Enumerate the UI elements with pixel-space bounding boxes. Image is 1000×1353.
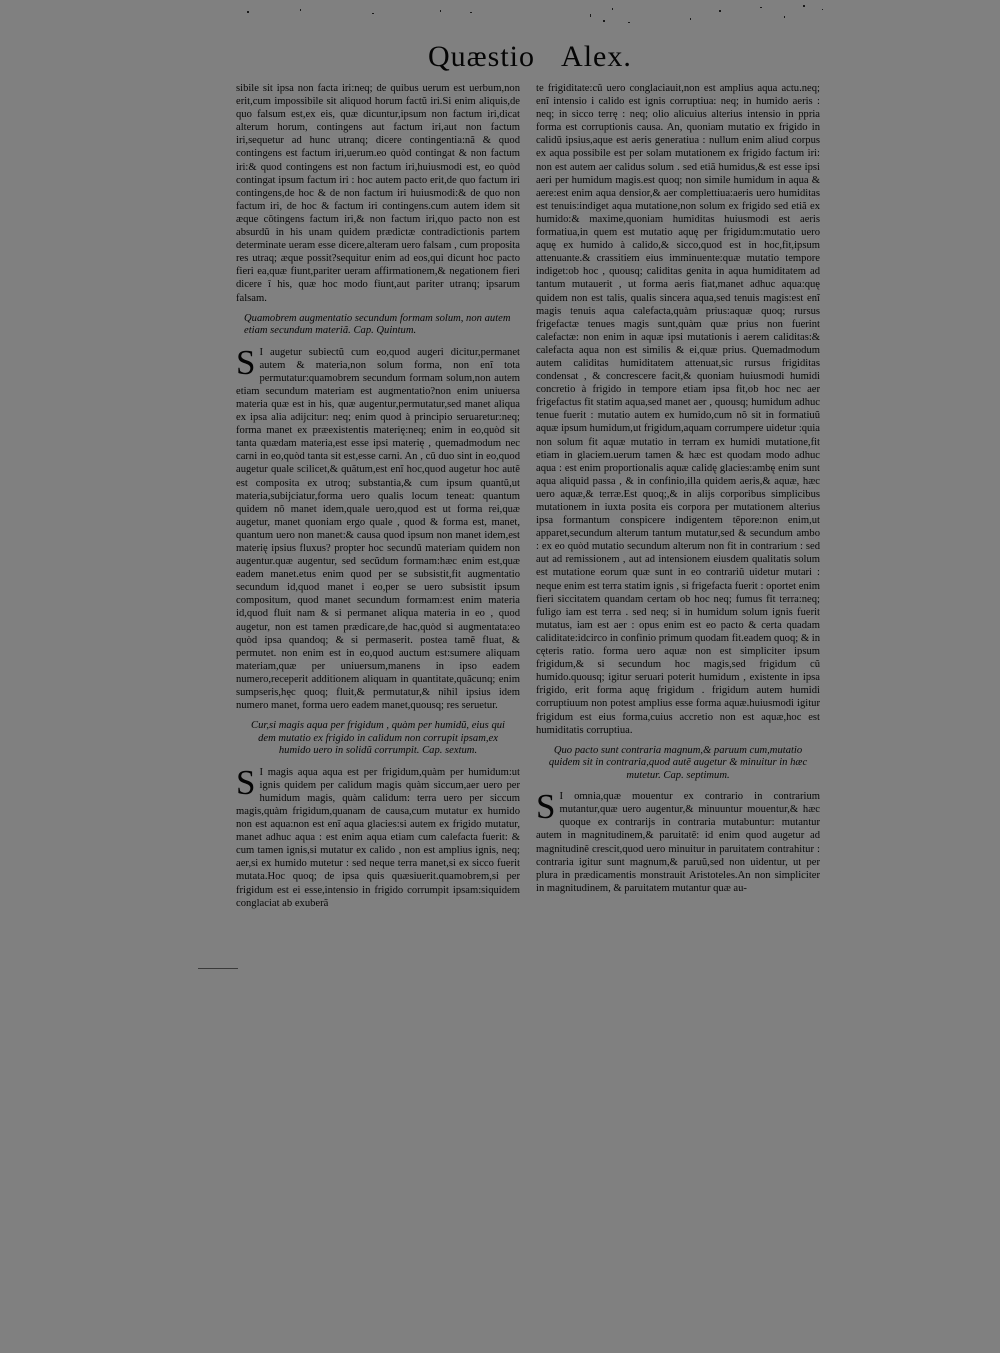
page-edge-line — [198, 968, 238, 969]
drop-cap: S — [536, 787, 556, 827]
chapter-6-heading: Cur,si magis aqua per frigidum , quàm per humidũ, eius qui dem mutatio ex frigido in calidum non corrupit ipsam,ex humido uero in solidũ corrumpit. Cap. sextum. — [251, 720, 505, 757]
right-paragraph-2 — [536, 787, 820, 895]
left-column — [236, 82, 520, 910]
right-paragraph-2-text: I omnia,quæ mouentur ex contrario in contrarium mutantur,quæ uero augentur,& minuuntur mouentur,& hæc quoque ex contrarijs in contraria mutabuntur: mutantur autem in magnitudinem,& paruitatẽ: id enim quod augetur ad magnitudinẽ crescit,quod uero minuitur in paruitatem contrahitur : contraria igitur sunt magnum,& paruũ,sed non uidentur, ut per plura in prædicamentis monstrauit Aristoteles.An non simpliciter in magnitudinem, & paruitatem mutantur quæ au- — [536, 791, 820, 894]
left-paragraph-2 — [236, 342, 520, 713]
running-head — [428, 40, 668, 74]
scan-noise-top — [0, 0, 1000, 40]
left-paragraph-1: sibile sit ipsa non facta iri:neq; de quibus uerum est uerbum,non erit,cum impossibile sit aliquod horum factũ iri.Si enim aliquis,de quo falsum est,ex eis, quæ dicuntur,ipsum non factum iri,dicat alterum horum, contingens aut factum iri,aut non factum iri,sequetur ad hunc utranq; dicere contingentia:nã & quod contingens est factum iri,uerum.eo quòd contingat & non factum iri:& quod contingens est non factum iri,huiusmodi est, eo quòd contingat ipsum factum iri : hoc autem pacto erit,de quo factum iri contingens,de hoc & de non factum iri huiusmodi:& de quo non factum iri, de hoc & factum iri contingens.cum autem idem sit æque cõtingens factum iri,& non factum iri,quo pacto non est absurdũ in his unam quidem prædictæ contradictionis partem determinate ueram esse dicere,alteram uero falsam , cum proposita res utraq; æque possit?sequitur enim ad eos,qui dicunt hoc pacto fieri ea,quæ fiunt,pariter ueram affirmationem,& negationem fieri dicere î his, quæ hoc modo fiunt,aut pariter utranq; ipsarum falsam. — [236, 83, 520, 304]
drop-cap: S — [236, 342, 256, 382]
drop-cap: S — [236, 762, 256, 802]
running-head-word-2: Alex. — [561, 40, 632, 73]
left-paragraph-3-text: I magis aqua aqua est per frigidum,quàm per humidum:ut ignis quidem per calidum magis quàm siccum,aer uero per humidum magis, quàm calidum: terra uero per siccum magis,quàm frigidum,quanam de causa,cum mutatur ex humido non est aqua:non est enĩ aqua glacies:si autem ex frigido mutatur, manet adhuc aqua : est enim aqua etiam cum calefacta fuerit: & cum tamen ignis,si mutatur ex calido , non est amplius ignis, neq; aer,si ex humido mutetur : sed neque terra manet,si ex sicco fuerit mutata.Hoc quoq; de ipsa quis quæsiuerit.quamobrem,si per frigidum est ei esse,intensio in frigido corrumpit ipsam:siquidem conglaciat ab exuberã — [236, 766, 520, 909]
chapter-7-heading: Quo pacto sunt contraria magnum,& paruum cum,mutatio quidem sit in contraria,quod autẽ augetur & minuitur in hæc mutetur. Cap. septimum. — [548, 744, 808, 781]
right-paragraph-1: te frigiditate:cũ uero conglaciauit,non est amplius aqua actu.neq; enĩ intensio i calido est ignis corruptiua: neq; in humido aeris : neq; in sicco terrę : neq; olio alicuius alterius intensio in ppria forma est corruptionis causa. An, quoniam mutatio ex frigido in calidũ ipsius,aque est aeris generatiua : nullum enim aliud corpus ex aqua possibile est per solam mutationem ex frigido factum iri: non est autem aer calidus solum . sed etiã humidus,& est esse ipsi aeri per humidum magis.est quoq; non simile humidum in aqua & aere:est enim aqua densior,& aer complettiua:aeris uero humiditas est tenuis:indiget aqua mutatione,non solum ex frigido sed etiã ex humido:& maxime,quoniam humiditas huiusmodi est aeris formatiua,in quem est mutatio aquę per frigidum:mutatio uero aquę ex humido à calido,& sicco,quod est in hoc,fit,ipsum attenuante.& crassitiem eius imminuente:quæ mutatio tempore indiget:ob hoc , quousq; caliditas genita in aqua humiditatem ad tantum mutauerit , ut forma aeris fiat,manet adhuc aqua:quę quidem non est talis, qualis sincera aqua,sed tenuis magis:est enĩ magis tenuis aqua calefacta,quàm prius:aquæ quoq; rursus frigefactæ tenues magis sunt,quàm quæ prius non fuerint calefactæ: non enim in aquæ ipsi mutationis i aerem caliditas:& calefacta aqua non est similis & ei,quæ prius. Quemadmodum autem caliditas humiditatem attenuat,sic rursus frigiditas condensat , & concrescere facit,& quoniam huiusmodi humidi concretio à frigido in tempore etiam ipsa fit,ob hoc nec aer frigefactus fit statim aqua,sed manet aer , quousq; humidum adhuc tenue fuerit : mutatio autem ex humido,cum nõ sit in formatiuũ aquæ ipsum humidum,ut frigidum,aquam corrumpere uidetur :quia non solum fit aquæ mutatio in terram ex humidi mutatione,fit etiam in glaciem.uerum tamen & hæc est quodam modo adhuc aqua : est enim proportionalis aquæ calidę glacies:ambę enim sunt aqua aliquid passa , & in confinio,illa quidem aeris,& aquæ, hæc uero aquæ,& terræ.Est quoq;,& in alijs corporibus simplicibus mutationem in iuxta posita eis corpora per mutationem alterius ipsa formantum conspicere indigentem tẽpore:non enim,ut apparet,secundum alterum tantum mutatur,sed & secundum ambo : ex eo quòd mutatio secundum alterum non fit in contrarium : sed aut ad remissionem , aut ad intensionem eiusdem qualitatis solum est mutatione eorum quæ sunt in eo contrariũ uidetur mutari : neque enim est terra statim ignis , si frigefacta fuerit : oportet enim fieri siccitatem quandam certam ob hoc neq; fumus fit terra:neq; fuligo iam est terra . sed neq; si in humidum solum ignis fuerit mutatus, iam est aer : opus enim est eo pacto & certa quadam caliditate:idcirco in confinio primum quodam fit.eadem quoq; & in cęteris ratio. forma uero aquæ non est simpliciter ipsum frigidum,& si secundum hoc magis,sed frigidum cũ humido.quousq; igitur seruari poterit humidum , existente in ipsa frigido, erit forma aquę frigidum . frigidum autem humidi corruptiuum non potest amplius esse forma aquæ.huiusmodi igitur frigidum est eius forma,cuius accretio non est aquæ,hoc est humiditatis corruptiua. — [536, 83, 820, 736]
right-column — [536, 82, 820, 895]
chapter-5-heading: Quamobrem augmentatio secundum formam solum, non autem etiam secundum materiã. Cap. Quintum. — [244, 312, 511, 337]
left-paragraph-2-text: I augetur subiectũ cum eo,quod augeri dicitur,permanet autem & materia,non solum forma, non enĩ tota permutatur:quamobrem secundum formam solum,non autem etiam secundum materiam est augmentatio?non enim uniuersa materia quæ est in his, quæ augentur,permutatur,sed manet aliqua ex ipsa alia adijcitur: neq; enim quod à principio seruaretur:neq; forma manet ex præexistentis materię:neq; enim in eo,quòd sit tanta quædam materia,est esse ipsi materię , quemadmodum nec carni in eo,quòd tanta sit est,esse carni. An , cũ duo sint in eo,quod augetur quale scilicet,& quãtum,est enĩ hoc,quod augetur hoc autẽ est composita ex utroq; substantia,& cum ipsum quantũ,ut materia,subijciatur,forma uero qualis locum teneat: quantum quidem nõ manet idem,quale uero,quod est ut forma rei,quæ augetur, manet quoniam ergo quale , quod & forma est, manet, quantum uero non manet:& causa quod ipsum non manet idem,est materię ipsius fluxus? propter hoc secundũ materiam quidem non augentur.quæ augentur, sed secũdum formam:hæc enim est,quæ eadem manet.etus enim quod per se subsistit,fit augmentatio secundum id,quod manet i eo,per se uero subsistit ipsum compositum, quod manet secundum formam:est enim materia id,quod fluit nam & si permanet aliqua materia in eo , quod augetur, non est tamen prædicare,de hac,quòd si augmentata:eo quòd ipsa quandoq; & si permaserit. postea tamẽ fluat, & permutet. non enim est in eo,quod auctum est:sumere aliquam materiam,quæ per uniuersum,manens in ipso eadem numero,receperit additionem aliquam in quantitate,quãcunq; enim sumpseris,hęc quoq; fluit,& permutatur,& nihil ipsius idem numero manet, forma uero eadem manet,quousq; res seruetur. — [236, 346, 520, 712]
left-paragraph-3 — [236, 762, 520, 910]
running-head-word-1: Quæstio — [428, 40, 536, 73]
